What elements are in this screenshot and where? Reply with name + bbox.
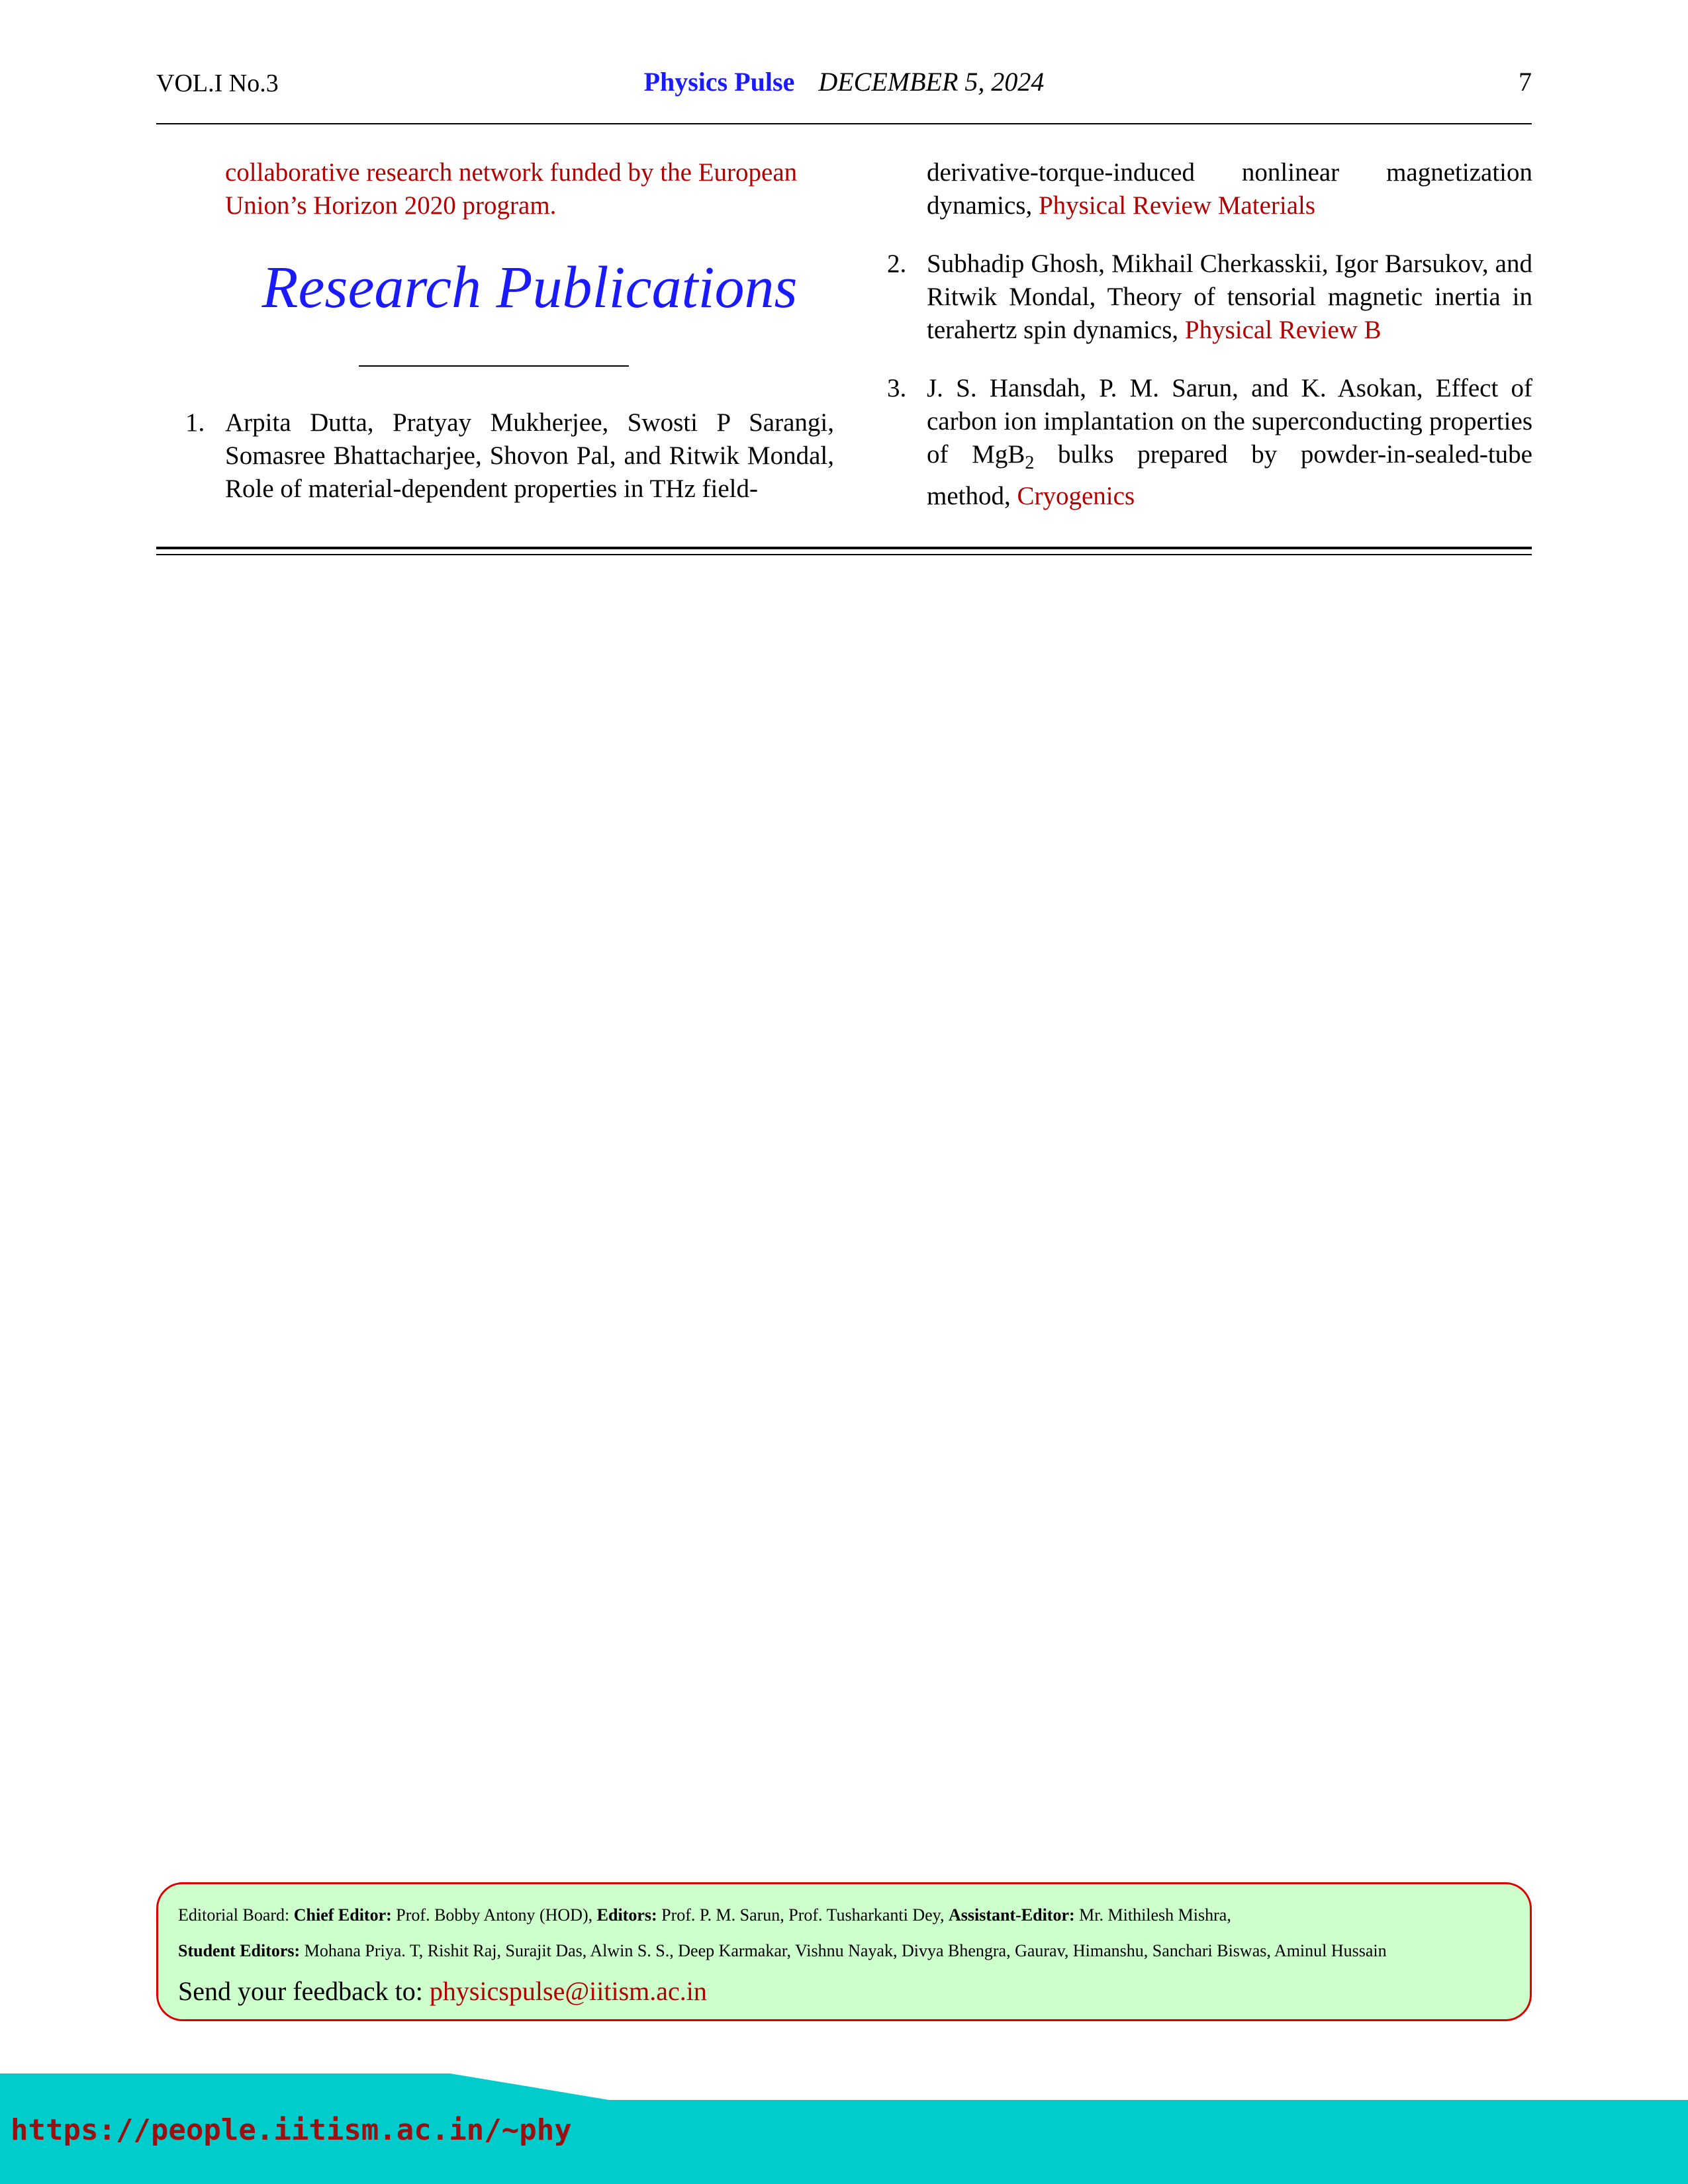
editorial-board-label: Editorial Board: (178, 1905, 290, 1925)
publication-number: 2. (887, 250, 907, 278)
editorial-board-box (156, 1882, 1532, 2021)
journal-link-physical-review-b[interactable]: Physical Review B (1184, 316, 1382, 344)
feedback-label: Send your feedback to: (178, 1976, 423, 2006)
title-divider (359, 365, 629, 367)
editorial-board-line (178, 1897, 1510, 1933)
chemical-subscript: 2 (1025, 452, 1035, 473)
chief-editor-value: Prof. Bobby Antony (HOD), (396, 1905, 593, 1925)
header-rule (156, 123, 1532, 124)
publication-text: bulks prepared by powder-in-sealed-tube method, (927, 440, 1532, 510)
journal-link-physical-review-materials[interactable]: Physical Review Materials (1038, 191, 1316, 220)
page-header (156, 64, 1532, 103)
publication-text: Subhadip Ghosh, Mikhail Cherkasskii, Igor Barsukov, and Ritwik Mondal, Theory of tensorial magnetic inertia in terahertz spin dynamics, (927, 250, 1532, 344)
editors-label: Editors: (596, 1905, 657, 1925)
feedback-line (178, 1972, 1510, 2011)
left-column (185, 156, 834, 506)
publication-number: 1. (185, 408, 205, 437)
section-end-rule (156, 547, 1532, 555)
publication-item-2 (887, 248, 1532, 347)
publication-item-1 (185, 406, 834, 506)
assistant-editor-label: Assistant-Editor: (948, 1905, 1075, 1925)
journal-link-cryogenics[interactable]: Cryogenics (1017, 481, 1135, 510)
chief-editor-label: Chief Editor: (293, 1905, 392, 1925)
student-editors-label: Student Editors: (178, 1941, 301, 1960)
editors-value: Prof. P. M. Sarun, Prof. Tusharkanti Dey, (661, 1905, 945, 1925)
intro-link-text[interactable]: collaborative research network funded by the European Union’s Horizon 2020 program. (225, 158, 798, 220)
feedback-email-link[interactable]: physicspulse@iitism.ac.in (429, 1976, 707, 2006)
page-number: 7 (1519, 67, 1532, 97)
publication-number: 3. (887, 374, 907, 402)
volume-number: VOL.I No.3 (156, 69, 279, 97)
publication-1-continuation (887, 156, 1532, 222)
footer-band (0, 2073, 1688, 2184)
publication-text: J. S. Hansdah, P. M. Sarun, and K. Asokan, Effect of carbon ion implantation on the superconducting properties of MgB (927, 374, 1532, 469)
publication-item-3 (887, 372, 1532, 513)
assistant-editor-value: Mr. Mithilesh Mishra, (1079, 1905, 1231, 1925)
publication-text: derivative-torque-induced nonlinear magnetization dynamics, (927, 158, 1532, 220)
student-editors-line (178, 1933, 1510, 1969)
section-title: Research Publications (261, 255, 798, 320)
student-editors-value: Mohana Priya. T, Rishit Raj, Surajit Das, Alwin S. S., Deep Karmakar, Vishnu Nayak, Divya Bhengra, Gaurav, Himanshu, Sanchari Biswas, Aminul Hussain (304, 1941, 1387, 1960)
publication-text: Arpita Dutta, Pratyay Mukherjee, Swosti P Sarangi, Somasree Bhattacharjee, Shovon Pal, and Ritwik Mondal, Role of material-dependent properties in THz field- (225, 408, 834, 503)
footer-url-link[interactable]: https://people.iitism.ac.in/~phy (11, 2113, 572, 2147)
issue-date: DECEMBER 5, 2024 (818, 67, 1045, 97)
masthead (156, 66, 1532, 97)
right-column (887, 156, 1532, 513)
newsletter-name: Physics Pulse (643, 67, 795, 97)
